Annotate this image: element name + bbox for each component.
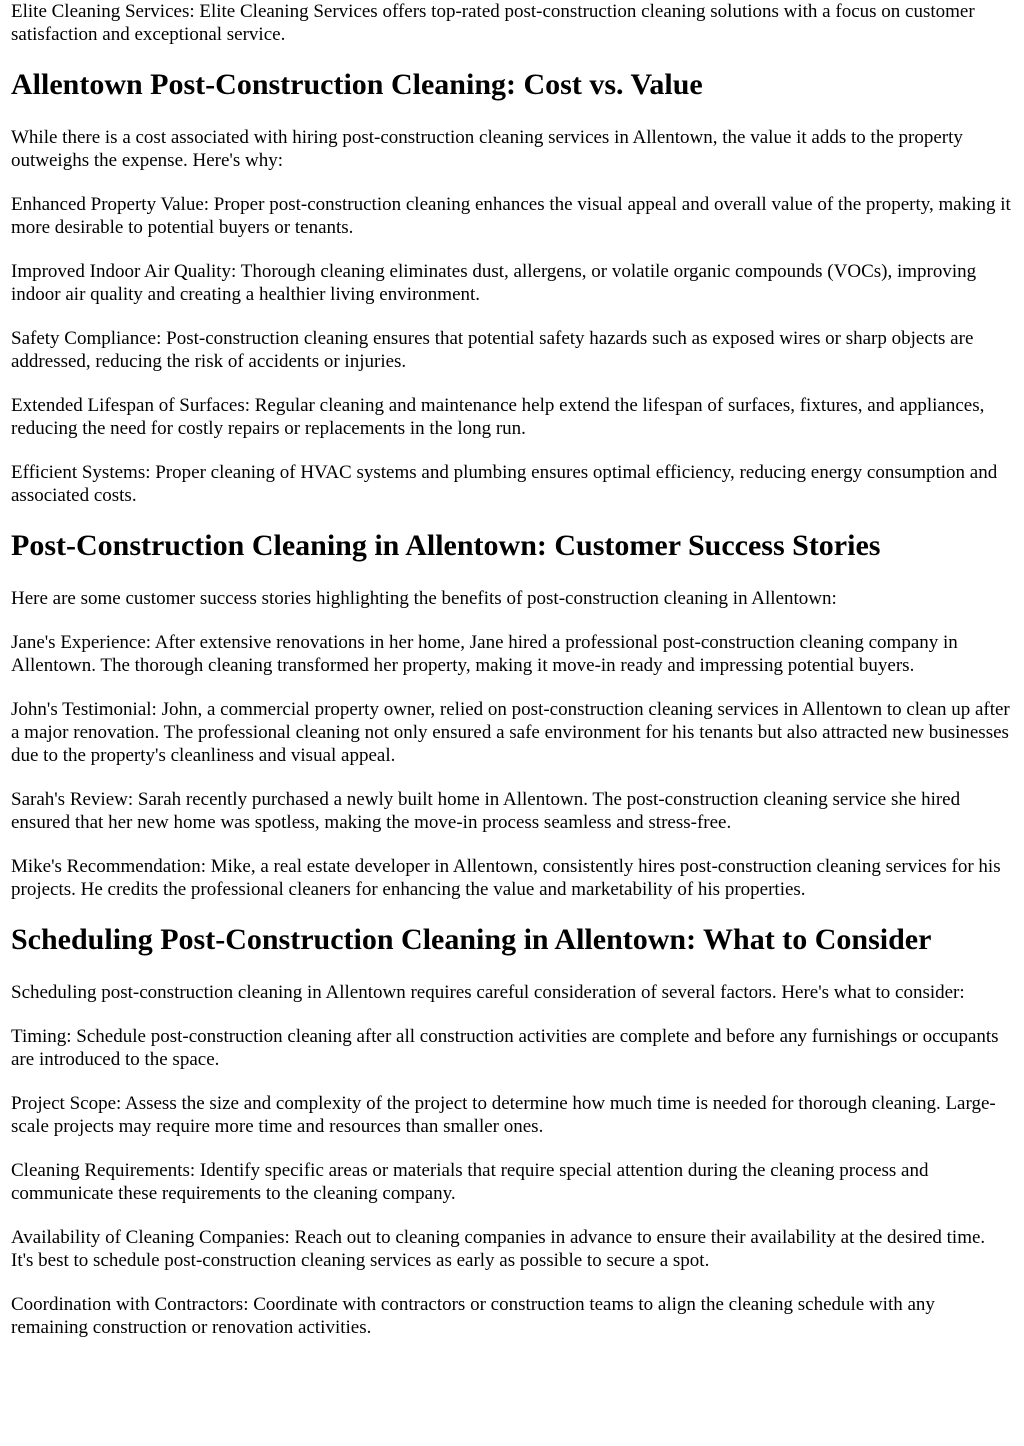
paragraph-cost-intro: While there is a cost associated with hiring post-construction cleaning services in Allentown, the value it adds to the property outweighs the expense. Here's why: — [11, 127, 963, 171]
paragraph-jane-experience: Jane's Experience: After extensive renovations in her home, Jane hired a professional post-construction cleaning company in Allentown. The thorough cleaning transformed her property, making it move-in ready and impressing potential buyers. — [11, 632, 958, 676]
section-success-stories — [11, 528, 1012, 901]
paragraph-property-value: Enhanced Property Value: Proper post-construction cleaning enhances the visual appeal and overall value of the property, making it more desirable to potential buyers or tenants. — [11, 194, 1011, 238]
intro-paragraph-elite: Elite Cleaning Services: Elite Cleaning Services offers top-rated post-construction cleaning solutions with a focus on customer satisfaction and exceptional service. — [11, 1, 975, 45]
paragraph-project-scope: Project Scope: Assess the size and complexity of the project to determine how much time is needed for thorough cleaning. Large-scale projects may require more time and resources than smaller ones. — [11, 1093, 996, 1137]
paragraph-surface-lifespan: Extended Lifespan of Surfaces: Regular cleaning and maintenance help extend the lifespan of surfaces, fixtures, and appliances, reducing the need for costly repairs or replacements in the long run. — [11, 395, 985, 439]
paragraph-timing: Timing: Schedule post-construction cleaning after all construction activities are complete and before any furnishings or occupants are introduced to the space. — [11, 1026, 999, 1070]
paragraph-sarah-review: Sarah's Review: Sarah recently purchased a newly built home in Allentown. The post-construction cleaning service she hired ensured that her new home was spotless, making the move-in process seamless and stress-free. — [11, 789, 961, 833]
heading-scheduling: Scheduling Post-Construction Cleaning in Allentown: What to Consider — [11, 923, 932, 956]
paragraph-stories-intro: Here are some customer success stories highlighting the benefits of post-construction cleaning in Allentown: — [11, 588, 837, 609]
heading-cost-vs-value: Allentown Post-Construction Cleaning: Cost vs. Value — [11, 68, 703, 101]
paragraph-cleaning-requirements: Cleaning Requirements: Identify specific areas or materials that require special attention during the cleaning process and communicate these requirements to the cleaning company. — [11, 1160, 929, 1204]
section-cost-vs-value — [11, 67, 1012, 507]
heading-success-stories: Post-Construction Cleaning in Allentown: Customer Success Stories — [11, 529, 881, 562]
paragraph-john-testimonial: John's Testimonial: John, a commercial property owner, relied on post-construction cleaning services in Allentown to clean up after a major renovation. The professional cleaning not only ensured a safe environment for his tenants but also attracted new businesses due to the property's cleanliness and visual appeal. — [11, 699, 1010, 766]
paragraph-scheduling-intro: Scheduling post-construction cleaning in Allentown requires careful consideration of several factors. Here's what to consider: — [11, 982, 965, 1003]
paragraph-air-quality: Improved Indoor Air Quality: Thorough cleaning eliminates dust, allergens, or volatile organic compounds (VOCs), improving indoor air quality and creating a healthier living environment. — [11, 261, 977, 305]
paragraph-availability: Availability of Cleaning Companies: Reach out to cleaning companies in advance to ensure their availability at the desired time. It's best to schedule post-construction cleaning services as early as possible to secure a spot. — [11, 1227, 986, 1271]
paragraph-efficient-systems: Efficient Systems: Proper cleaning of HVAC systems and plumbing ensures optimal efficiency, reducing energy consumption and associated costs. — [11, 462, 998, 506]
section-scheduling — [11, 922, 1012, 1339]
paragraph-mike-recommendation: Mike's Recommendation: Mike, a real estate developer in Allentown, consistently hires post-construction cleaning services for his projects. He credits the professional cleaners for enhancing the value and marketability of his properties. — [11, 856, 1001, 900]
paragraph-safety-compliance: Safety Compliance: Post-construction cleaning ensures that potential safety hazards such as exposed wires or sharp objects are addressed, reducing the risk of accidents or injuries. — [11, 328, 974, 372]
paragraph-coordination: Coordination with Contractors: Coordinate with contractors or construction teams to align the cleaning schedule with any remaining construction or renovation activities. — [11, 1294, 935, 1338]
